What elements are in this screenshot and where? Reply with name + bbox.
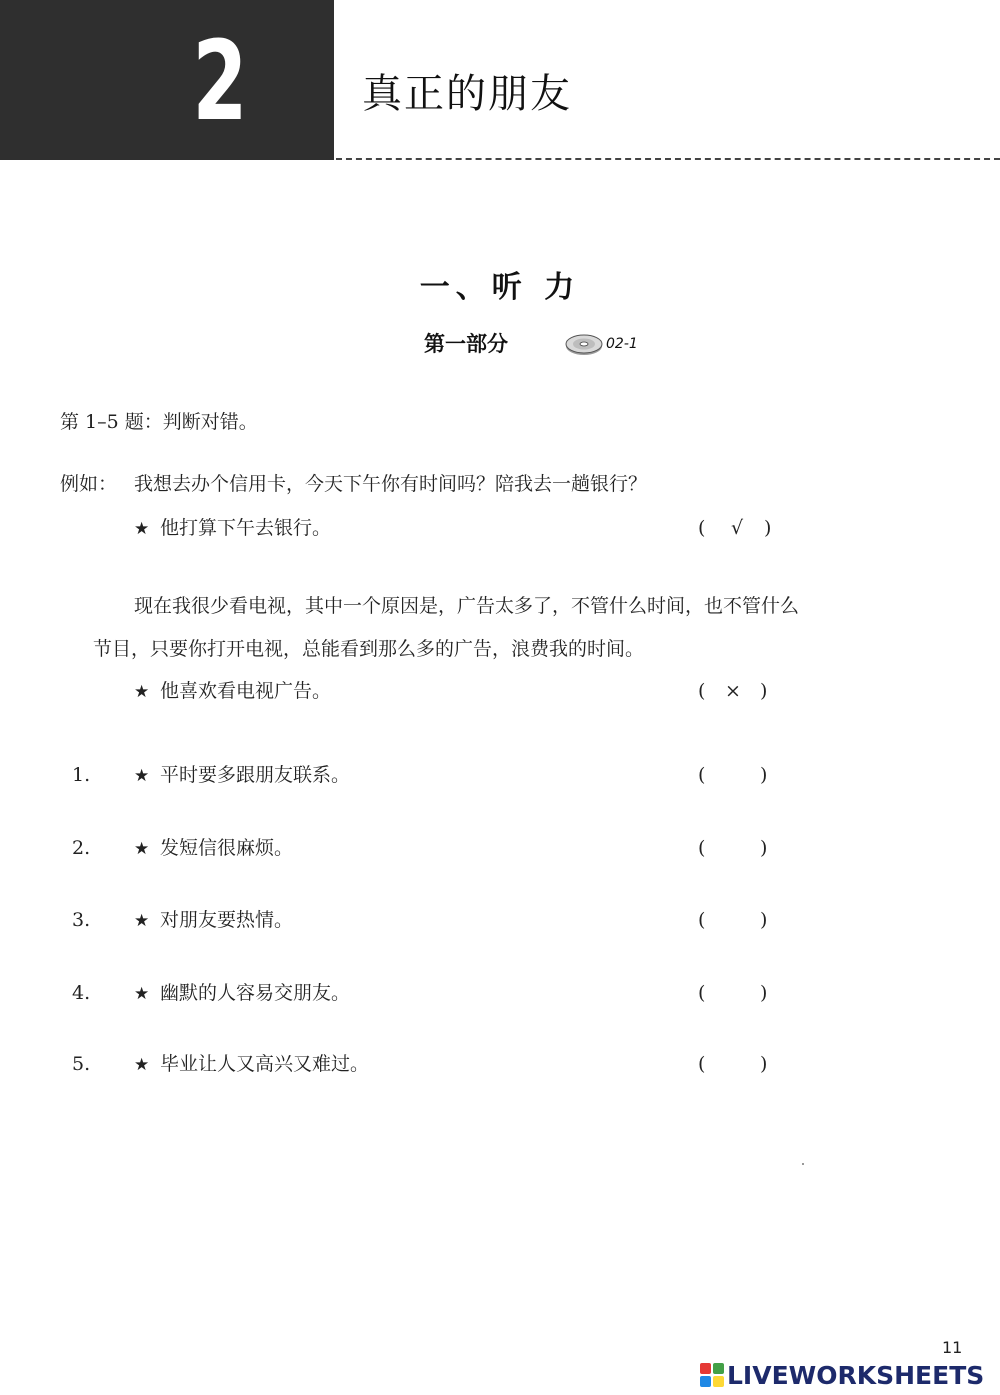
question-number: 5. [72,1053,91,1075]
close-paren: ) [760,982,768,1004]
lesson-title: 真正的朋友 [362,71,572,117]
close-paren: ) [760,1053,768,1075]
star-icon: ★ [134,519,150,539]
question-statement: 发短信很麻烦。 [160,837,294,859]
star-icon: ★ [134,1055,150,1075]
example2-statement: 他喜欢看电视广告。 [160,680,332,702]
liveworksheets-brand[interactable] [700,1360,984,1390]
lesson-number-block [0,0,334,160]
section-title: 一、听 力 [419,270,581,305]
open-paren: ( [698,837,706,859]
open-paren: ( [698,764,706,786]
close-paren: ) [760,837,768,859]
question-statement: 幽默的人容易交朋友。 [160,982,351,1004]
example1-statement: 他打算下午去银行。 [160,517,332,539]
open-paren: ( [698,1053,706,1075]
cd-icon[interactable] [564,331,604,357]
close-paren: ) [764,517,772,539]
example2-line2: 节目，只要你打开电视，总能看到那么多的广告，浪费我的时间。 [93,638,645,660]
open-paren: ( [698,909,706,931]
example1-text: 我想去办个信用卡，今天下午你有时间吗？陪我去一趟银行？ [134,473,648,495]
star-icon: ★ [134,984,150,1004]
star-icon: ★ [134,682,150,702]
example2-line1: 现在我很少看电视，其中一个原因是，广告太多了，不管什么时间，也不管什么 [134,595,800,617]
liveworksheets-logo-icon [700,1363,724,1387]
open-paren: ( [698,982,706,1004]
close-paren: ) [760,909,768,931]
question-number: 1. [72,764,91,786]
example1-answer: √ [730,517,744,539]
instructions: 第 1–5 题：判断对错。 [60,411,258,433]
example2-answer: × [725,680,741,702]
star-icon: ★ [134,766,150,786]
example-label: 例如： [60,473,118,495]
track-label: 02-1 [606,336,638,352]
question-statement: 对朋友要热情。 [160,909,294,931]
question-number: 4. [72,982,91,1004]
star-icon: ★ [134,839,150,859]
lesson-number: 2 [192,17,248,145]
close-paren: ) [760,680,768,702]
close-paren: ) [760,764,768,786]
open-paren: ( [698,517,706,539]
part-title: 第一部分 [424,332,508,356]
question-statement: 毕业让人又高兴又难过。 [160,1053,370,1075]
question-statement: 平时要多跟朋友联系。 [160,764,351,786]
question-number: 2. [72,837,91,859]
star-icon: ★ [134,911,150,931]
scan-dot [802,1163,804,1165]
question-number: 3. [72,909,91,931]
brand-text: LIVEWORKSHEETS [727,1360,985,1390]
page-number: 11 [942,1338,963,1357]
open-paren: ( [698,680,706,702]
header-divider [336,158,1000,160]
